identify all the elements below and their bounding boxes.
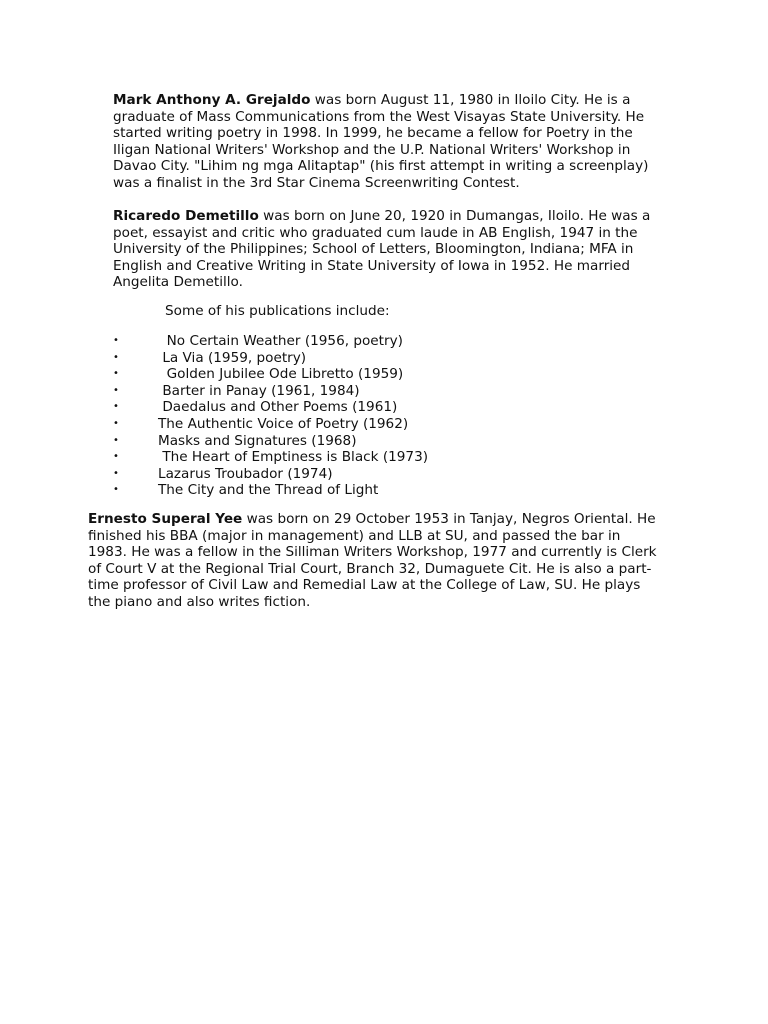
publications-intro: Some of his publications include: bbox=[165, 303, 390, 319]
bio-name: Ernesto Superal Yee bbox=[88, 511, 243, 527]
list-item bbox=[113, 366, 613, 383]
bullet: • bbox=[113, 417, 119, 429]
list-item bbox=[113, 333, 613, 350]
publication-title: Barter in Panay (1961, 1984) bbox=[158, 382, 360, 399]
list-item bbox=[113, 482, 613, 499]
bio-text: was born August 11, 1980 in Iloilo City. He is a graduate of Mass Communications from the West Visayas State University. He started writing poetry in 1998. In 1999, he became a fellow for Poetry in the Iligan National Writers' Workshop and the U.P. National Writers' Workshop in Davao City. "Lihim ng mga Alitaptap" (his first attempt in writing a screenplay) was a finalist in the 3rd Star Cinema Screenwriting Contest. bbox=[113, 92, 649, 191]
list-item bbox=[113, 416, 613, 433]
bullet: • bbox=[113, 335, 119, 346]
list-item bbox=[113, 350, 613, 367]
bio-paragraph-demetillo bbox=[113, 208, 658, 291]
bio-name: Ricaredo Demetillo bbox=[113, 208, 259, 224]
publication-title: The Authentic Voice of Poetry (1962) bbox=[158, 415, 409, 432]
bio-paragraph-yee bbox=[88, 511, 658, 611]
bullet: • bbox=[113, 351, 119, 363]
publication-title: Lazarus Troubador (1974) bbox=[158, 465, 333, 482]
publication-title: Golden Jubilee Ode Libretto (1959) bbox=[158, 366, 404, 383]
bullet: • bbox=[113, 384, 119, 396]
bio-text: was born on 29 October 1953 in Tanjay, Negros Oriental. He finished his BBA (major in management) and LLB at SU, and passed the bar in 1983. He was a fellow in the Silliman Writers Workshop, 1977 and currently is Clerk of Court V at the Regional Trial Court, Branch 32, Dumaguete Cit. He is also a part-time professor of Civil Law and Remedial Law at the College of Law, SU. He plays the piano and also writes fiction. bbox=[88, 511, 657, 610]
list-item bbox=[113, 433, 613, 450]
publication-title: No Certain Weather (1956, poetry) bbox=[158, 333, 403, 349]
list-item bbox=[113, 449, 613, 466]
list-item bbox=[113, 466, 613, 483]
bullet: • bbox=[113, 401, 119, 413]
bullet: • bbox=[113, 467, 119, 479]
publications-list bbox=[113, 333, 613, 499]
bullet: • bbox=[113, 368, 119, 380]
bio-paragraph-grejaldo bbox=[113, 92, 658, 192]
publication-title: The City and the Thread of Light bbox=[158, 482, 379, 499]
publication-title: Masks and Signatures (1968) bbox=[158, 432, 357, 449]
bullet: • bbox=[113, 434, 119, 446]
bio-text: was born on June 20, 1920 in Dumangas, Iloilo. He was a poet, essayist and critic who graduated cum laude in AB English, 1947 in the University of the Philippines; School of Letters, Bloomington, Indiana; MFA in English and Creative Writing in State University of Iowa in 1952. He married Angelita Demetillo. bbox=[113, 208, 651, 291]
publication-title: The Heart of Emptiness is Black (1973) bbox=[158, 449, 429, 466]
list-item bbox=[113, 383, 613, 400]
bio-name: Mark Anthony A. Grejaldo bbox=[113, 92, 311, 108]
publication-title: Daedalus and Other Poems (1961) bbox=[158, 399, 398, 416]
publication-title: La Via (1959, poetry) bbox=[158, 349, 307, 366]
list-item bbox=[113, 399, 613, 416]
bullet: • bbox=[113, 484, 119, 496]
bullet: • bbox=[113, 451, 119, 463]
